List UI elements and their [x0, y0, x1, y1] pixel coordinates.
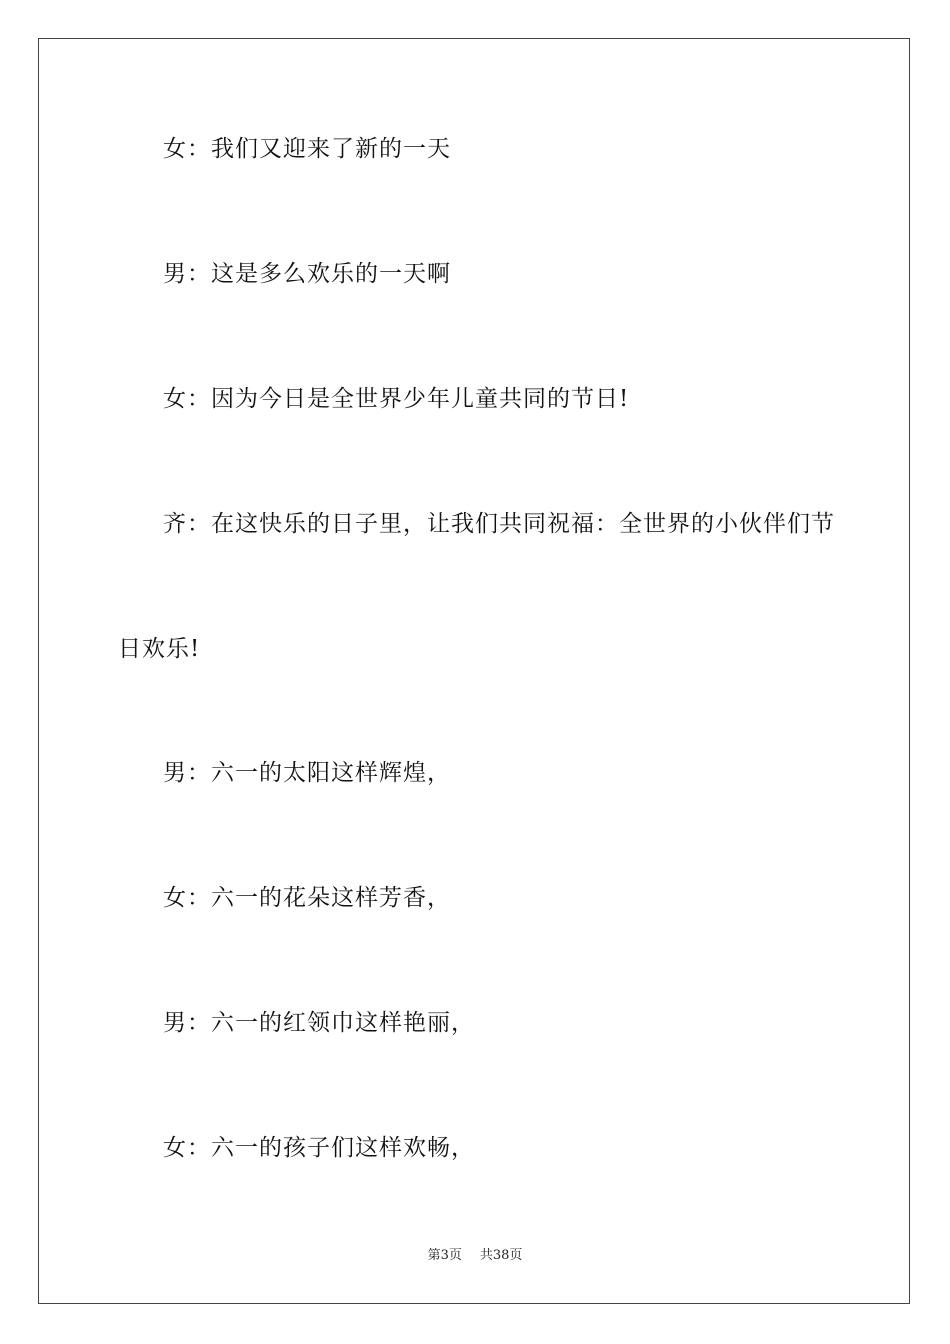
dialogue-line: 女：我们又迎来了新的一天 — [163, 136, 451, 162]
dialogue-line: 女：因为今日是全世界少年儿童共同的节日! — [163, 386, 630, 412]
page-number: 第3页 — [427, 1248, 462, 1263]
dialogue-line: 齐：在这快乐的日子里，让我们共同祝福：全世界的小伙伴们节 — [163, 511, 835, 537]
page-frame — [38, 38, 910, 1304]
dialogue-line: 男：这是多么欢乐的一天啊 — [163, 261, 451, 287]
dialogue-line: 男：六一的太阳这样辉煌， — [163, 760, 451, 786]
dialogue-line-continuation: 日欢乐! — [118, 636, 201, 662]
page-footer — [0, 1247, 950, 1265]
total-pages: 共38页 — [479, 1248, 523, 1263]
dialogue-line: 男：六一的红领巾这样艳丽， — [163, 1010, 475, 1036]
dialogue-line: 女：六一的孩子们这样欢畅， — [163, 1135, 475, 1161]
dialogue-line: 女：六一的花朵这样芳香， — [163, 885, 451, 911]
